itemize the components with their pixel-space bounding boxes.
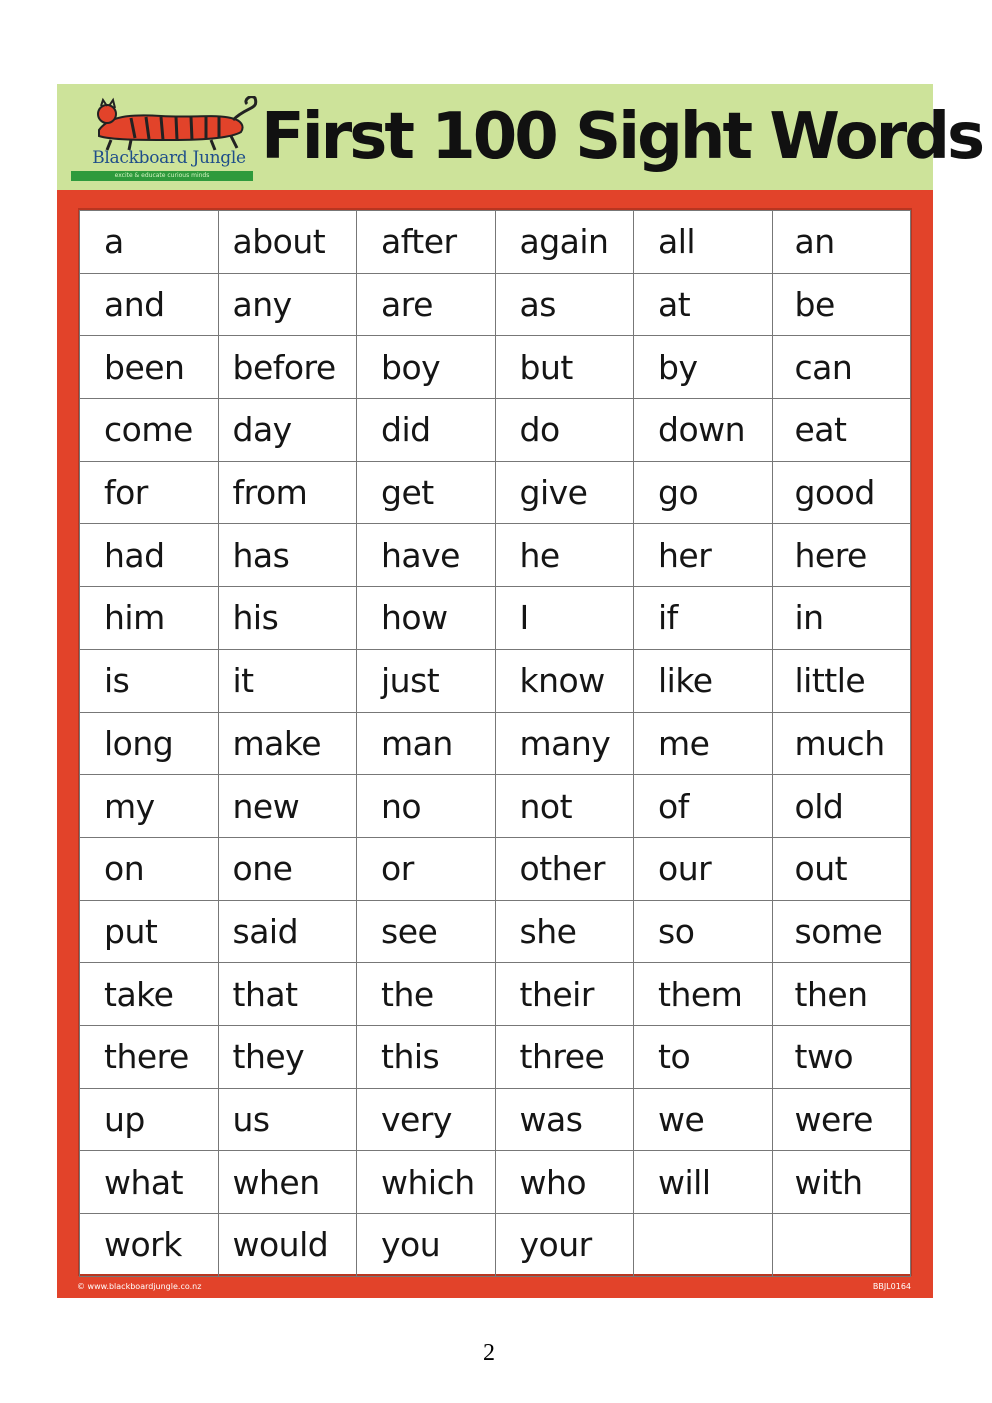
- word-cell: we: [634, 1088, 773, 1151]
- word-cell: and: [80, 273, 219, 336]
- word-row: [80, 712, 911, 775]
- sight-words-grid: [79, 210, 911, 1277]
- page-number: 2: [483, 1340, 495, 1366]
- footer-code: BBJL0164: [872, 1282, 911, 1291]
- word-cell: is: [80, 649, 219, 712]
- word-cell: be: [772, 273, 911, 336]
- word-cell: or: [357, 837, 496, 900]
- word-cell: about: [218, 211, 357, 274]
- word-cell: other: [495, 837, 634, 900]
- word-cell: again: [495, 211, 634, 274]
- word-cell: little: [772, 649, 911, 712]
- word-cell: which: [357, 1151, 496, 1214]
- word-cell: give: [495, 461, 634, 524]
- word-cell: [634, 1214, 773, 1277]
- poster-header: [57, 84, 983, 190]
- word-cell: down: [634, 399, 773, 462]
- word-cell: our: [634, 837, 773, 900]
- word-cell: at: [634, 273, 773, 336]
- word-cell: by: [634, 336, 773, 399]
- word-cell: can: [772, 336, 911, 399]
- word-cell: I: [495, 587, 634, 650]
- word-cell: how: [357, 587, 496, 650]
- word-cell: any: [218, 273, 357, 336]
- sight-words-grid-body: [80, 211, 911, 1277]
- word-cell: the: [357, 963, 496, 1026]
- word-cell: eat: [772, 399, 911, 462]
- word-cell: him: [80, 587, 219, 650]
- word-cell: up: [80, 1088, 219, 1151]
- word-cell: for: [80, 461, 219, 524]
- word-cell: us: [218, 1088, 357, 1151]
- word-cell: her: [634, 524, 773, 587]
- word-cell: this: [357, 1025, 496, 1088]
- word-cell: one: [218, 837, 357, 900]
- word-cell: but: [495, 336, 634, 399]
- word-cell: you: [357, 1214, 496, 1277]
- word-cell: just: [357, 649, 496, 712]
- word-cell: would: [218, 1214, 357, 1277]
- word-cell: of: [634, 775, 773, 838]
- word-cell: many: [495, 712, 634, 775]
- word-cell: had: [80, 524, 219, 587]
- brand-name: Blackboard Jungle: [92, 148, 246, 168]
- footer-website: © www.blackboardjungle.co.nz: [77, 1282, 202, 1291]
- word-cell: like: [634, 649, 773, 712]
- word-cell: get: [357, 461, 496, 524]
- word-cell: from: [218, 461, 357, 524]
- word-row: [80, 273, 911, 336]
- word-cell: know: [495, 649, 634, 712]
- word-row: [80, 1088, 911, 1151]
- word-cell: long: [80, 712, 219, 775]
- word-cell: good: [772, 461, 911, 524]
- word-row: [80, 1214, 911, 1277]
- word-cell: work: [80, 1214, 219, 1277]
- blackboard-jungle-logo: [69, 94, 269, 182]
- word-cell: [772, 1214, 911, 1277]
- word-cell: here: [772, 524, 911, 587]
- word-cell: has: [218, 524, 357, 587]
- word-cell: it: [218, 649, 357, 712]
- word-row: [80, 524, 911, 587]
- word-cell: as: [495, 273, 634, 336]
- word-row: [80, 336, 911, 399]
- word-cell: not: [495, 775, 634, 838]
- word-cell: was: [495, 1088, 634, 1151]
- word-row: [80, 900, 911, 963]
- word-cell: make: [218, 712, 357, 775]
- word-cell: they: [218, 1025, 357, 1088]
- word-cell: all: [634, 211, 773, 274]
- sight-words-board: [78, 208, 912, 1276]
- word-cell: then: [772, 963, 911, 1026]
- word-row: [80, 461, 911, 524]
- brand-tagline: excite & educate curious minds: [71, 171, 253, 181]
- word-cell: some: [772, 900, 911, 963]
- word-cell: out: [772, 837, 911, 900]
- word-cell: he: [495, 524, 634, 587]
- poster-title: First 100 Sight Words: [261, 100, 983, 174]
- word-cell: on: [80, 837, 219, 900]
- word-cell: been: [80, 336, 219, 399]
- word-cell: no: [357, 775, 496, 838]
- word-cell: them: [634, 963, 773, 1026]
- word-row: [80, 399, 911, 462]
- word-cell: come: [80, 399, 219, 462]
- word-cell: two: [772, 1025, 911, 1088]
- word-cell: before: [218, 336, 357, 399]
- word-cell: were: [772, 1088, 911, 1151]
- word-cell: she: [495, 900, 634, 963]
- word-row: [80, 775, 911, 838]
- word-cell: very: [357, 1088, 496, 1151]
- word-cell: my: [80, 775, 219, 838]
- word-cell: so: [634, 900, 773, 963]
- word-cell: did: [357, 399, 496, 462]
- sight-words-poster: [57, 84, 983, 1298]
- word-cell: take: [80, 963, 219, 1026]
- word-cell: me: [634, 712, 773, 775]
- word-cell: when: [218, 1151, 357, 1214]
- word-cell: a: [80, 211, 219, 274]
- word-row: [80, 649, 911, 712]
- word-row: [80, 1151, 911, 1214]
- word-cell: three: [495, 1025, 634, 1088]
- word-cell: to: [634, 1025, 773, 1088]
- word-cell: what: [80, 1151, 219, 1214]
- word-cell: there: [80, 1025, 219, 1088]
- word-cell: your: [495, 1214, 634, 1277]
- word-cell: put: [80, 900, 219, 963]
- word-cell: see: [357, 900, 496, 963]
- word-row: [80, 211, 911, 274]
- word-row: [80, 587, 911, 650]
- word-cell: are: [357, 273, 496, 336]
- word-cell: in: [772, 587, 911, 650]
- word-cell: will: [634, 1151, 773, 1214]
- word-cell: go: [634, 461, 773, 524]
- word-cell: an: [772, 211, 911, 274]
- word-cell: said: [218, 900, 357, 963]
- word-row: [80, 837, 911, 900]
- word-cell: boy: [357, 336, 496, 399]
- word-cell: if: [634, 587, 773, 650]
- word-cell: new: [218, 775, 357, 838]
- word-cell: much: [772, 712, 911, 775]
- word-cell: their: [495, 963, 634, 1026]
- word-cell: day: [218, 399, 357, 462]
- word-cell: old: [772, 775, 911, 838]
- word-cell: who: [495, 1151, 634, 1214]
- word-cell: do: [495, 399, 634, 462]
- word-cell: man: [357, 712, 496, 775]
- word-cell: his: [218, 587, 357, 650]
- tiger-icon: [91, 96, 261, 152]
- word-cell: have: [357, 524, 496, 587]
- word-cell: with: [772, 1151, 911, 1214]
- word-row: [80, 963, 911, 1026]
- word-cell: after: [357, 211, 496, 274]
- word-cell: that: [218, 963, 357, 1026]
- word-row: [80, 1025, 911, 1088]
